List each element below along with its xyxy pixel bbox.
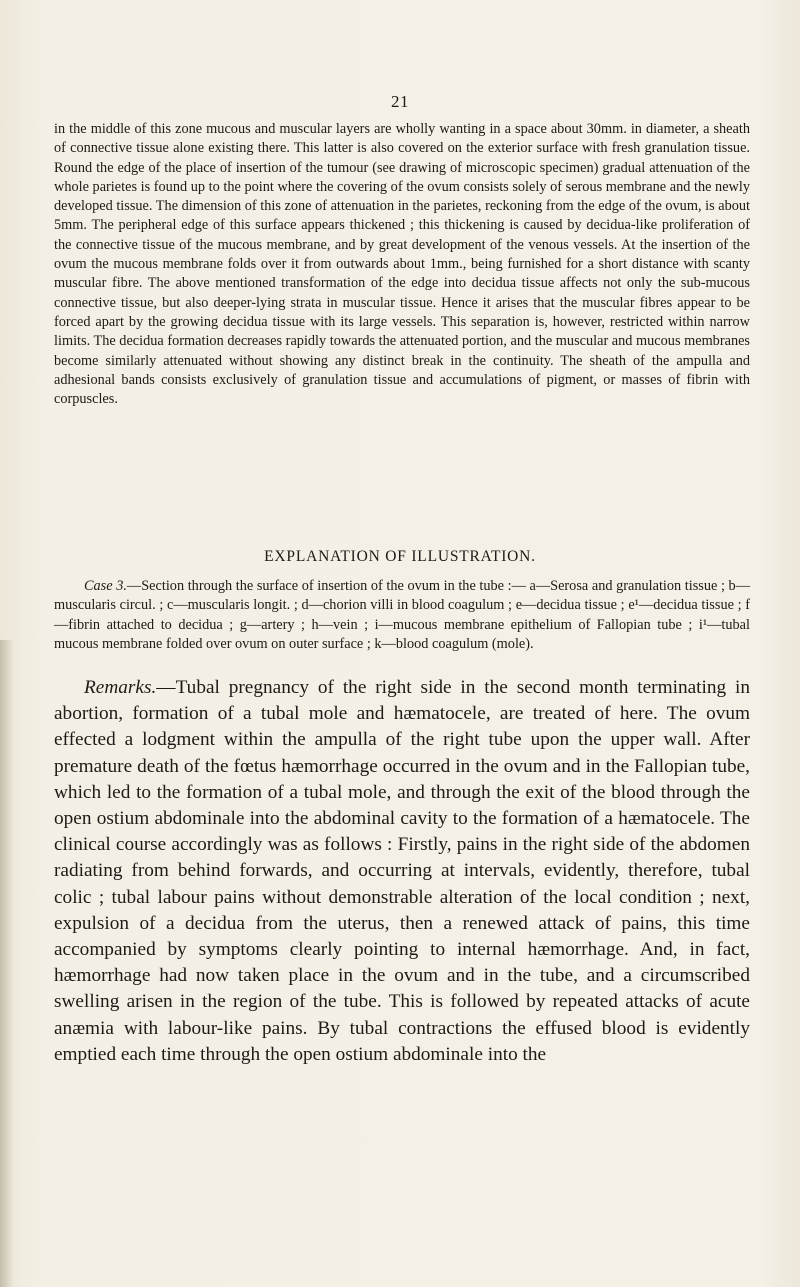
explanation-paragraph: [54, 577, 750, 654]
explanation-text: —Section through the surface of insertion of the ovum in the tube :— a—Serosa and granulation tissue ; b—muscularis circul. ; c—muscularis longit. ; d—chorion villi in blood coagulum ; e—decidua tissue ; e¹—decidua tissue ; f—fibrin attached to decidua ; g—artery ; h—vein ; i—mucous membrane epithelium of Fallopian tube ; i¹—tubal mucous membrane folded over ovum on outer surface ; k—blood coagulum (mole).: [54, 578, 750, 652]
explanation-heading: EXPLANATION OF ILLUSTRATION.: [264, 548, 536, 565]
remarks-label: Remarks.: [84, 677, 157, 698]
case-label: Case 3.: [84, 578, 127, 594]
body-paragraph: in the middle of this zone mucous and muscular layers are wholly wanting in a space about 30mm. in diameter, a sheath of connective tissue alone existing there. This latter is also covered on the exterior surface with fresh granulation tissue. Round the edge of the place of insertion of the tumour (see drawing of microscopic specimen) gradual attenuation of the whole parietes is found up to the point where the covering of the ovum consists solely of serous membrane and the newly developed tissue. The dimension of this zone of attenuation in the parietes, reckoning from the edge of the ovum, is about 5mm. The peripheral edge of this surface appears thickened ; this thickening is caused by decidua-like proliferation of the connective tissue of the mucous membrane, and by great development of the venous vessels. At the insertion of the ovum the mucous membrane folds over it from outwards about 1mm., being furnished for a short distance with scanty muscular fibre. The above mentioned transformation of the edge into decidua tissue affects not only the sub-mucous connective tissue, but also deeper-lying strata in muscular tissue. Hence it arises that the muscular fibres appear to be forced apart by the growing decidua tissue with its large vessels. This separation is, however, restricted within narrow limits. The decidua formation decreases rapidly towards the attenuated portion, and the muscular and mucous membranes become similarly attenuated without showing any distinct break in the continuity. The sheath of the ampulla and adhesional bands consists exclusively of granulation tissue and accumulations of pigment, or masses of fibrin with corpuscles.: [54, 121, 750, 408]
remarks-text: —Tubal pregnancy of the right side in the second month terminating in abortion, formation of a tubal mole and hæmatocele, are treated of here. The ovum effected a lodgment within the ampulla of the right tube upon the upper wall. After premature death of the fœtus hæmorrhage occurred in the ovum and in the Fallopian tube, which led to the formation of a tubal mole, and through the exit of the blood through the open ostium abdominale into the abdominal cavity to the formation of a hæmatocele. The clinical course accordingly was as follows : Firstly, pains in the right side of the abdomen radiating from behind forwards, and occurring at intervals, evidently, therefore, tubal colic ; tubal labour pains without demonstrable alteration of the local condition ; next, expulsion of a decidua from the uterus, then a renewed attack of pains, this time accompanied by symptoms clearly pointing to internal hæmorrhage. And, in fact, hæmorrhage had now taken place in the ovum and in the tube, and a circumscribed swelling arisen in the region of the tube. This is followed by repeated attacks of acute anæmia with labour-like pains. By tubal contractions the effused blood is evidently emptied each time through the open ostium abdominale into the: [54, 677, 750, 1065]
page-number: 21: [391, 92, 409, 111]
binding-shadow: [0, 640, 14, 1287]
remarks-paragraph: [54, 675, 750, 1068]
